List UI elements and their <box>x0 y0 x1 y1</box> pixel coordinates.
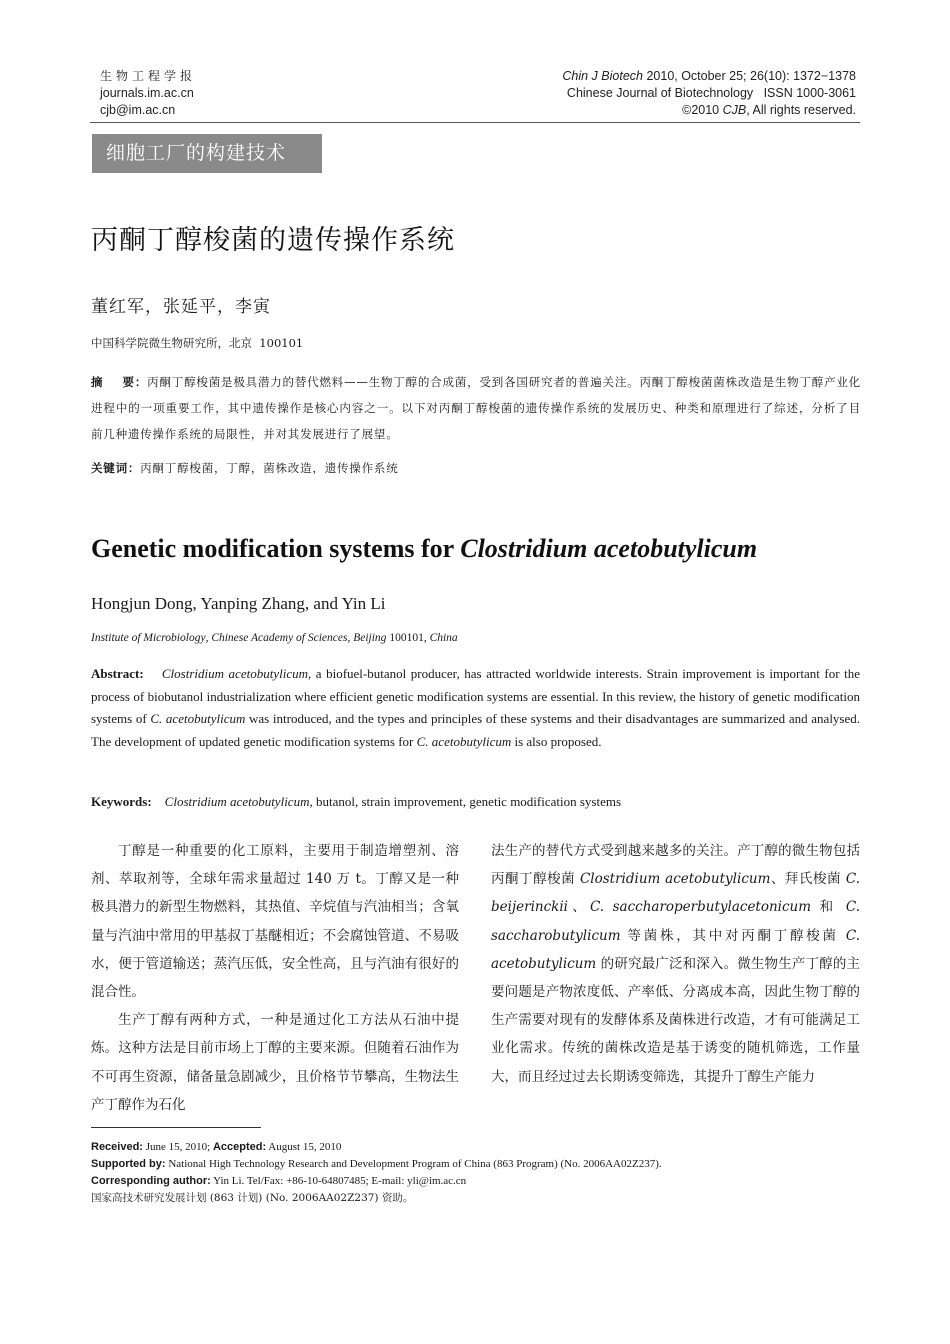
abs-text-1: , a biofuel-butanol producer, has attracted worldwide interests. Strain improvement is important for the process of biobutanol industrialization where efficient genetic modification systems are essential. In this review, the history of genetic modification systems of <box>91 666 861 727</box>
body-paragraph <box>491 837 860 1091</box>
received-line <box>91 1139 861 1156</box>
cn-affiliation: 中国科学院微生物研究所，北京 100101 <box>91 336 304 350</box>
received-date: June 15, 2010; <box>142 1141 213 1153</box>
cn-abstract-label: 摘 要： <box>91 375 148 389</box>
kw-rest: , butanol, strain improvement, genetic modification systems <box>309 794 622 809</box>
journal-name-en: Chinese Journal of Biotechnology ISSN 1000-3061 <box>566 86 856 100</box>
supported-label: Supported by: <box>91 1158 166 1170</box>
corresponding-text: Yin Li. Tel/Fax: +86-10-64807485; E-mail: yli@im.ac.cn <box>210 1175 467 1187</box>
body-text: 和 <box>811 899 846 916</box>
en-abstract <box>91 663 860 753</box>
abs-text-3: is also proposed. <box>511 733 602 749</box>
supported-text: National High Technology Research and Development Program of China (863 Program) (No. 2006AA02Z237). <box>165 1158 662 1170</box>
cn-funding-line: 国家高技术研究发展计划 (863 计划) (No. 2006AA02Z237) 资助。 <box>91 1192 414 1204</box>
corresponding-label: Corresponding author: <box>91 1175 211 1187</box>
affil-institute: Institute of Microbiology <box>91 632 206 644</box>
body-text: 等菌株，其中对丙酮丁醇梭菌 <box>620 927 846 944</box>
cn-keywords-text: 丙酮丁醇梭菌，丁醇，菌株改造，遗传操作系统 <box>140 461 399 475</box>
journal-header-right <box>562 68 856 119</box>
cn-keywords <box>91 460 399 476</box>
species-name: C. saccharoperbutylacetonicum <box>589 899 812 916</box>
supported-line <box>91 1156 861 1173</box>
cn-abstract <box>91 369 861 447</box>
species-name: Clostridium acetobutylicum <box>579 871 771 888</box>
section-tag: 细胞工厂的构建技术 <box>92 134 322 173</box>
body-paragraph: 生产丁醇有两种方式，一种是通过化工方法从石油中提炼。这种方法是目前市场上丁醇的主要来源。但随着石油作为不可再生资源，储备量急剧减少，且价格节节攀高，生物法生产丁醇作为石化 <box>91 1012 459 1113</box>
cn-title: 丙酮丁醇梭菌的遗传操作系统 <box>91 225 455 256</box>
footnote-rule <box>91 1127 261 1128</box>
en-title <box>91 534 757 564</box>
affil-academy: Chinese Academy of Sciences <box>211 632 348 644</box>
cn-authors: 董红军，张延平，李寅 <box>91 297 271 317</box>
abs-species-2: C. acetobutylicum <box>150 711 246 727</box>
abs-text-2: was introduced, and the types and principles of these systems and their disadvantages are summarized and analysed. The development of updated genetic modification systems for <box>91 711 861 749</box>
affil-zip: 100101, <box>386 632 430 644</box>
cn-abstract-text: 丙酮丁醇梭菌是极具潜力的替代燃料——生物丁醇的合成菌，受到各国研究者的普遍关注。丙酮丁醇梭菌菌株改造是生物丁醇产业化进程中的一项重要工作，其中遗传操作是核心内容之一。以下对丙酮丁醇梭菌的遗传操作系统的发展历史、种类和原理进行了综述，分析了目前几种遗传操作系统的局限性，并对其发展进行了展望。 <box>91 375 861 441</box>
species-name: C. beijerinckii <box>491 871 860 916</box>
copyright-pre: ©2010 <box>682 103 723 117</box>
species-name: C. acetobutylicum <box>491 927 860 972</box>
abs-species-3: C. acetobutylicum <box>416 733 512 749</box>
corresponding-line <box>91 1173 861 1190</box>
header-rule <box>90 122 860 123</box>
body-text: 法生产的替代方式受到越来越多的关注。产丁醇的微生物包括丙酮丁醇梭菌 <box>491 843 860 888</box>
footnotes <box>91 1139 861 1207</box>
accepted-label: Accepted: <box>212 1141 267 1153</box>
journal-header-left <box>100 68 196 119</box>
copyright-cjb: CJB <box>722 103 747 117</box>
copyright-post: , All rights reserved. <box>746 103 856 117</box>
accepted-date: August 15, 2010 <box>266 1141 342 1153</box>
kw-species: Clostridium acetobutylicum <box>164 794 310 809</box>
body-text: 、拜氏梭菌 <box>770 871 846 888</box>
cn-keywords-label: 关键词： <box>91 461 141 475</box>
body-column-left <box>91 837 459 1119</box>
en-keywords-label: Keywords: <box>91 794 152 809</box>
affil-country: China <box>429 632 458 644</box>
citation-line <box>562 68 856 85</box>
copyright-line <box>562 102 856 119</box>
affil-sep2: , <box>347 632 354 644</box>
en-authors: Hongjun Dong, Yanping Zhang, and Yin Li <box>91 594 386 613</box>
en-keywords <box>91 794 621 810</box>
body-text: 、 <box>567 899 590 916</box>
en-affiliation <box>91 632 458 644</box>
species-name: C. saccharobutylicum <box>491 899 860 944</box>
affil-sep1: , <box>205 632 212 644</box>
body-paragraph: 丁醇是一种重要的化工原料，主要用于制造增塑剂、溶剂、萃取剂等，全球年需求量超过 140 万 t。丁醇又是一种极具潜力的新型生物燃料，其热值、辛烷值与汽油相当；含氧量与汽油中常用的甲基叔丁基醚相近；不会腐蚀管道、不易吸水，便于管道输送；蒸汽压低，安全性高，且与汽油有很好的混合性。 <box>91 843 459 1001</box>
journal-name-cn: 生物工程学报 <box>100 69 197 83</box>
journal-email: cjb@im.ac.cn <box>100 103 176 117</box>
body-text: 的研究最广泛和深入。微生物生产丁醇的主要问题是产物浓度低、产率低、分离成本高，因此生物丁醇的生产需要对现有的发酵体系及菌株进行改造，才有可能满足工业化需求。传统的菌株改造是基于诱变的随机筛选，工作量大，而且经过过去长期诱变筛选，其提升丁醇生产能力 <box>491 955 860 1085</box>
body-column-right <box>491 837 860 1091</box>
en-title-italic: Clostridium acetobutylicum <box>460 534 758 563</box>
en-title-pre: Genetic modification systems for <box>91 534 461 563</box>
abs-species-1: Clostridium acetobutylicum <box>161 666 308 681</box>
citation-journal: Chin J Biotech <box>562 69 643 83</box>
received-label: Received: <box>91 1141 143 1153</box>
affil-city: Beijing <box>353 632 387 644</box>
en-abstract-label: Abstract: <box>91 666 144 681</box>
journal-site: journals.im.ac.cn <box>100 86 194 100</box>
citation-rest: 2010, October 25; 26(10): 1372−1378 <box>642 69 856 83</box>
